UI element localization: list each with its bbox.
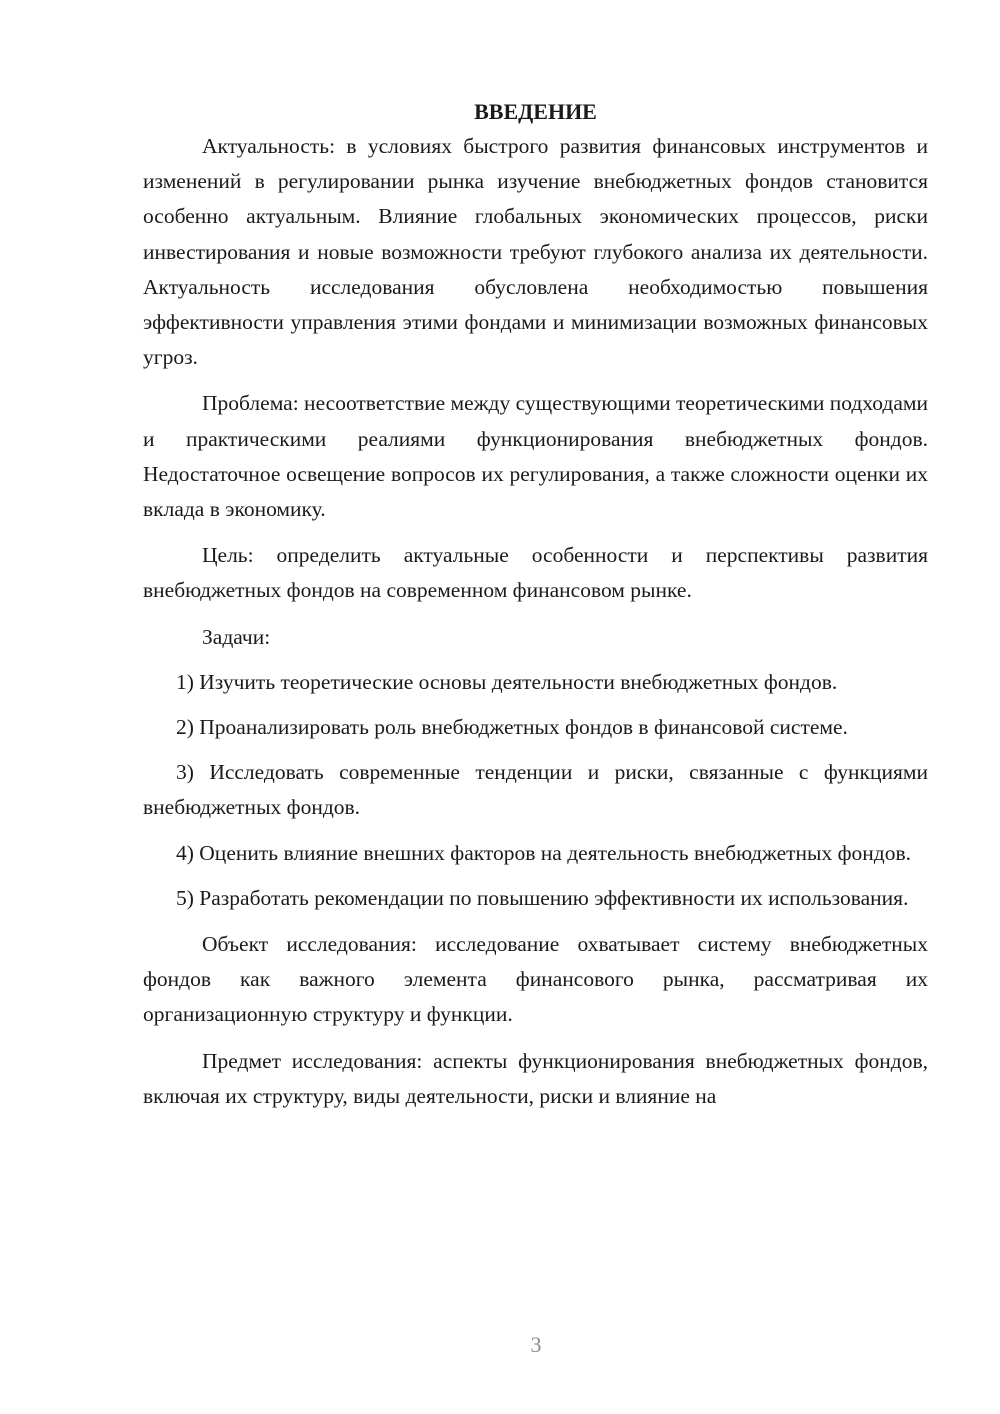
task-item: 2) Проанализировать роль внебюджетных фондов в финансовой системе. bbox=[176, 715, 848, 740]
task-item: 1) Изучить теоретические основы деятельности внебюджетных фондов. bbox=[176, 669, 838, 694]
relevance-paragraph: Актуальность: в условиях быстрого развития финансовых инструментов и изменений в регулировании рынка изучение внебюджетных фондов становится особенно актуальным. Влияние глобальных экономических процессов, риски инвестирования и новые возможности требуют глубокого анализа их деятельности. Актуальность исследования обусловлена необходимостью повышения эффективности управления этими фондами и минимизации возможных финансовых угроз. bbox=[143, 134, 928, 370]
goal-paragraph: Цель: определить актуальные особенности и перспективы развития внебюджетных фондов на современном финансовом рынке. bbox=[143, 543, 928, 603]
task-item: 3) Исследовать современные тенденции и риски, связанные с функциями внебюджетных фондов. bbox=[143, 760, 928, 820]
document-page bbox=[143, 94, 928, 1114]
object-paragraph: Объект исследования: исследование охватывает систему внебюджетных фондов как важного элемента финансового рынка, рассматривая их организационную структуру и функции. bbox=[143, 932, 928, 1027]
task-item: 4) Оценить влияние внешних факторов на деятельность внебюджетных фондов. bbox=[176, 840, 911, 865]
tasks-heading: Задачи: bbox=[202, 624, 271, 649]
section-title: ВВЕДЕНИЕ bbox=[474, 99, 597, 124]
subject-paragraph: Предмет исследования: аспекты функционирования внебюджетных фондов, включая их структуру, виды деятельности, риски и влияние на bbox=[143, 1048, 928, 1108]
task-item: 5) Разработать рекомендации по повышению эффективности их использования. bbox=[176, 885, 909, 910]
page-number: 3 bbox=[530, 1332, 542, 1357]
problem-paragraph: Проблема: несоответствие между существующими теоретическими подходами и практическими реалиями функционирования внебюджетных фондов. Недостаточное освещение вопросов их регулирования, а также сложности оценки их вклада в экономику. bbox=[143, 391, 928, 522]
